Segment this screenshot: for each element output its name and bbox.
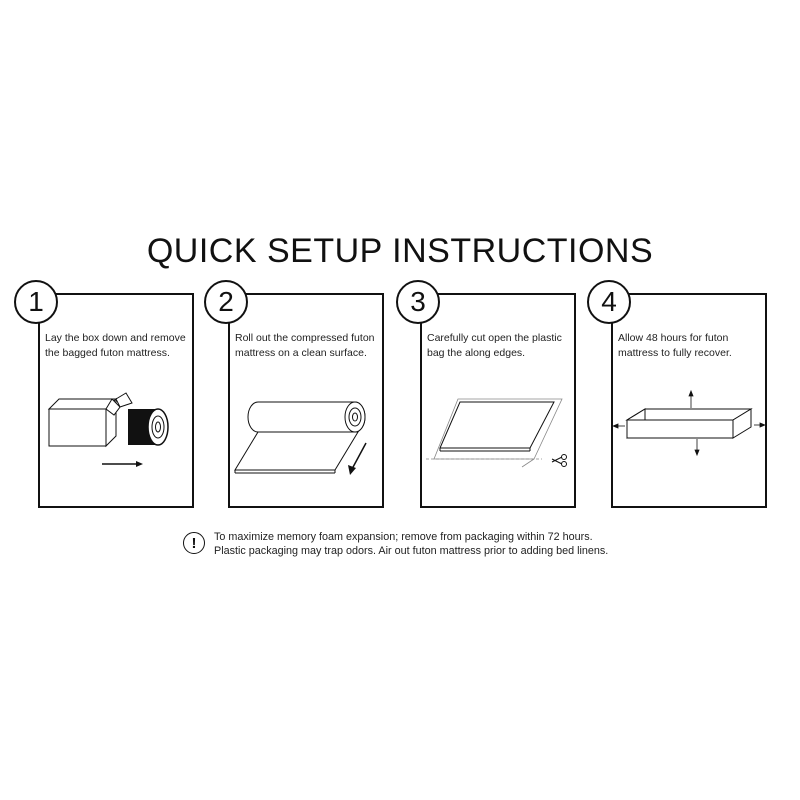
step-instruction: Lay the box down and remove the bagged futon mattress. <box>45 332 186 359</box>
step-card-3 <box>410 286 576 508</box>
step-card-2 <box>218 286 384 508</box>
cut-bag-illustration <box>422 375 574 485</box>
page-title: QUICK SETUP INSTRUCTIONS <box>146 232 654 270</box>
expand-illustration <box>613 375 765 485</box>
unbox-illustration <box>40 375 192 485</box>
note-text <box>214 530 608 558</box>
step-number-badge: 3 <box>396 280 440 324</box>
exclamation-circle-icon: ! <box>183 532 205 554</box>
step-instruction: Roll out the compressed futon mattress on a clean surface. <box>235 332 375 359</box>
step-instruction: Allow 48 hours for futon mattress to fully recover. <box>618 332 732 359</box>
unroll-illustration <box>230 375 382 485</box>
step-card-1 <box>28 286 194 508</box>
step-instruction: Carefully cut open the plastic bag the along edges. <box>427 332 562 359</box>
step-number-badge: 2 <box>204 280 248 324</box>
note-line-1: To maximize memory foam expansion; remove from packaging within 72 hours. <box>214 531 593 543</box>
step-number-badge: 1 <box>14 280 58 324</box>
step-card-4 <box>601 286 767 508</box>
step-number-badge: 4 <box>587 280 631 324</box>
setup-note <box>183 530 643 560</box>
note-line-2: Plastic packaging may trap odors. Air out futon mattress prior to adding bed linens. <box>214 545 609 557</box>
